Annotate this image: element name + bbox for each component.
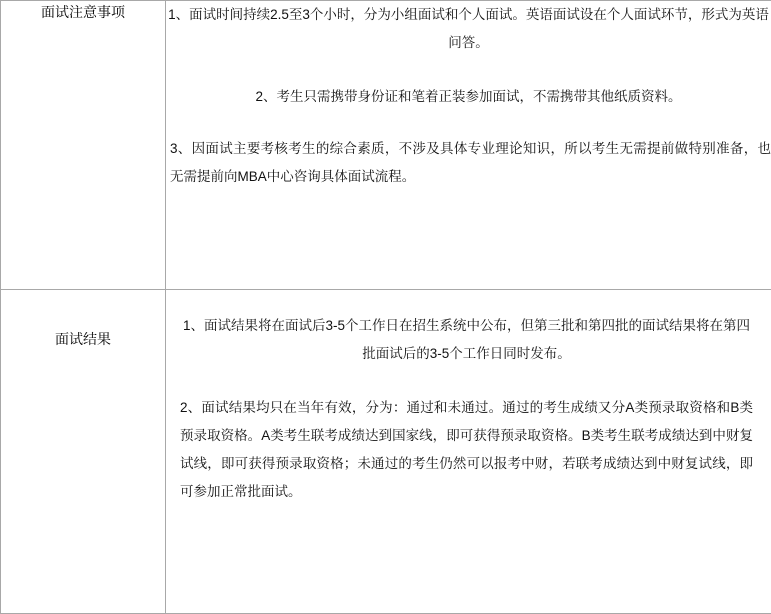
paragraph: 2、考生只需携带身份证和笔着正装参加面试，不需携带其他纸质资料。 — [166, 83, 771, 111]
paragraph: 3、因面试主要考核考生的综合素质，不涉及具体专业理论知识，所以考生无需提前做特别准备，也无需提前向MBA中心咨询具体面试流程。 — [166, 135, 771, 191]
paragraph: 1、面试时间持续2.5至3个小时，分为小组面试和个人面试。英语面试设在个人面试环节，形式为英语问答。 — [166, 1, 771, 57]
table-row — [1, 290, 771, 614]
row-content-interview-results — [166, 290, 771, 614]
row-content-interview-notes — [166, 1, 771, 290]
table-row — [1, 1, 771, 290]
row-label-interview-notes: 面试注意事项 — [1, 1, 166, 290]
row-label-interview-results: 面试结果 — [1, 290, 166, 614]
paragraph: 1、面试结果将在面试后3-5个工作日在招生系统中公布，但第三批和第四批的面试结果将在第四批面试后的3-5个工作日同时发布。 — [180, 312, 753, 368]
paragraph: 2、面试结果均只在当年有效，分为：通过和未通过。通过的考生成绩又分A类预录取资格和B类预录取资格。A类考生联考成绩达到国家线，即可获得预录取资格。B类考生联考成绩达到中财复试线，即可获得预录取资格；未通过的考生仍然可以报考中财，若联考成绩达到中财复试线，即可参加正常批面试。 — [180, 394, 753, 506]
